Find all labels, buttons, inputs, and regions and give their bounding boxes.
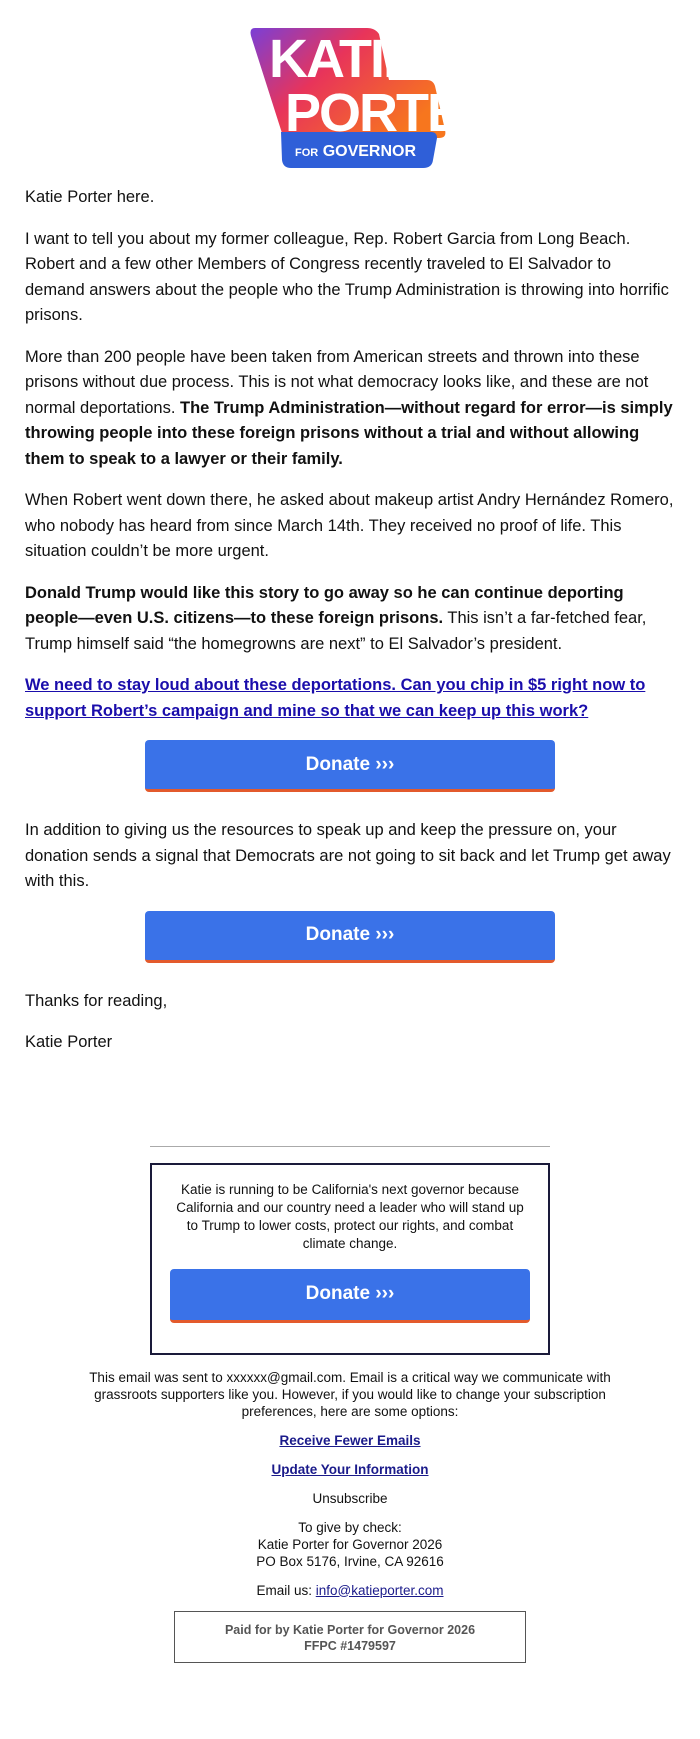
- paid-line-1: Paid for by Katie Porter for Governor 2026: [224, 1622, 476, 1637]
- footer-divider: [150, 1146, 550, 1147]
- paragraph-2-plain: More than 200 people have been taken from American streets and thrown into these prisons without due process. This is not what democracy looks like, and these are not normal deportations.: [25, 347, 649, 417]
- email-body: [0, 185, 700, 1056]
- paid-line-2: FFPC #1479597: [304, 1638, 396, 1653]
- update-information-link[interactable]: Update Your Information: [271, 1461, 429, 1477]
- logo-header: [0, 0, 700, 185]
- paragraph-2-bold: The Trump Administration—without regard for error—is simply throwing people into these foreign prisons without a trial and without allowing them to speak to a lawyer or their family.: [25, 398, 673, 468]
- check-line-1: To give by check:: [298, 1519, 402, 1535]
- thanks-text: Thanks for reading,: [25, 991, 168, 1010]
- donate-button-1[interactable]: Donate ›››: [145, 740, 555, 792]
- logo-for: FOR: [295, 147, 319, 159]
- paragraph-4-plain: This isn’t a far-fetched fear, Trump himself said “the homegrowns are next” to El Salvador’s president.: [25, 609, 647, 653]
- donate-button-3[interactable]: Donate ›››: [170, 1269, 530, 1323]
- footer-box-text: Katie is running to be California's next governor because California and our country need a leader who will stand up to Trump to lower costs, protect our rights, and combat climate change.: [176, 1181, 524, 1251]
- donate-cta-link[interactable]: We need to stay loud about these deportations. Can you chip in $5 right now to support Robert’s campaign and mine so that we can keep up this work?: [25, 676, 646, 720]
- katie-porter-logo[interactable]: [247, 28, 499, 170]
- paragraph-3: When Robert went down there, he asked about makeup artist Andry Hernández Romero, who nobody has heard from since March 14th. They received no proof of life. This situation couldn’t be more urgent.: [25, 491, 674, 560]
- logo-line-katie: KATIE: [269, 29, 417, 89]
- donate-row-2: [25, 911, 675, 963]
- paragraph-4: [25, 581, 675, 658]
- sent-to-text: This email was sent to xxxxxx@gmail.com. Email is a critical way we communicate with grassroots supporters like you. However, if you would like to change your subscription preferences, here are some options:: [89, 1369, 611, 1419]
- email-label: Email us:: [256, 1582, 316, 1598]
- unsubscribe-link[interactable]: Unsubscribe: [312, 1490, 388, 1506]
- update-info-row: [0, 1461, 700, 1478]
- paragraph-4-bold: Donald Trump would like this story to go away so he can continue deporting people—even U.S. citizens—to these foreign prisons.: [25, 583, 624, 627]
- email-address-link[interactable]: info@katieporter.com: [315, 1582, 444, 1598]
- fewer-emails-row: [0, 1432, 700, 1449]
- donate-button-2[interactable]: Donate ›››: [145, 911, 555, 963]
- logo-line-porter: PORTER: [285, 83, 499, 143]
- paid-for-by-box: [174, 1611, 526, 1663]
- paragraph-1: I want to tell you about my former colleague, Rep. Robert Garcia from Long Beach. Robert and a few other Members of Congress recently traveled to El Salvador to demand answers about the people who the Trump Administration is throwing into horrific prisons.: [25, 229, 669, 324]
- unsubscribe-row: [0, 1490, 700, 1507]
- footer-donate-box: [150, 1163, 550, 1355]
- greeting: Katie Porter here.: [25, 188, 155, 206]
- check-line-2: Katie Porter for Governor 2026: [257, 1536, 443, 1552]
- check-info: [0, 1519, 700, 1570]
- receive-fewer-emails-link[interactable]: Receive Fewer Emails: [279, 1432, 421, 1448]
- cta-paragraph: [25, 673, 675, 724]
- paragraph-2: [25, 345, 675, 473]
- donate-row-1: [25, 740, 675, 792]
- check-line-3: PO Box 5176, Irvine, CA 92616: [256, 1553, 444, 1569]
- email-us-row: [0, 1582, 700, 1599]
- footer-info: [0, 1369, 700, 1599]
- logo-line-for-governor: [295, 143, 416, 161]
- signature: Katie Porter: [25, 1033, 113, 1051]
- paragraph-5: In addition to giving us the resources to speak up and keep the pressure on, your donation sends a signal that Democrats are not going to sit back and let Trump get away with this.: [25, 821, 671, 890]
- logo-governor: GOVERNOR: [322, 143, 417, 160]
